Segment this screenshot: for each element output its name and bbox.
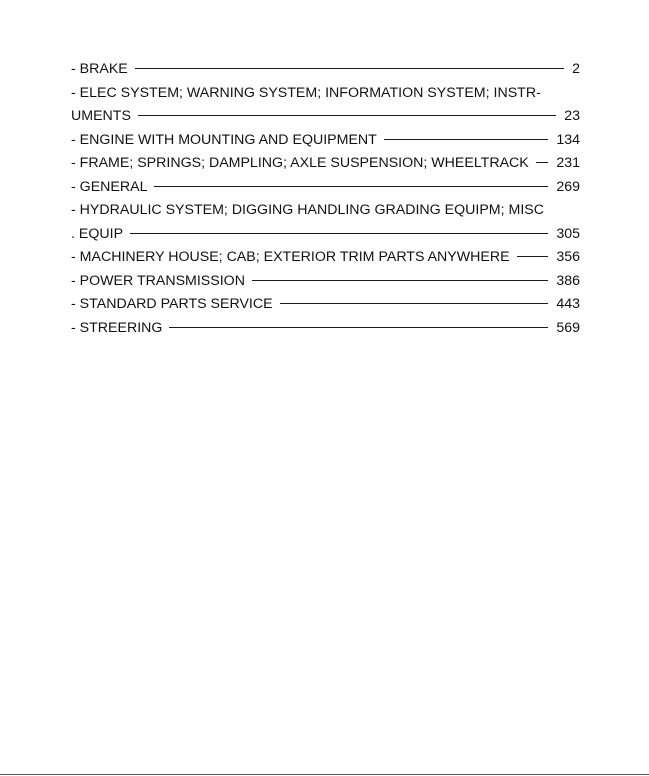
- toc-page-number: 356: [556, 249, 580, 265]
- toc-leader-line: [130, 233, 548, 234]
- toc-leader-line: [384, 139, 549, 140]
- toc-entry-title: - BRAKE: [71, 61, 128, 77]
- toc-leader-line: [280, 303, 549, 304]
- toc-entry-title: - FRAME; SPRINGS; DAMPLING; AXLE SUSPENSION; WHEELTRACK: [71, 155, 529, 171]
- toc-page-number: 231: [556, 155, 580, 171]
- toc-page-number: 2: [572, 61, 580, 77]
- toc-entry-power-transmission[interactable]: [71, 270, 580, 294]
- toc-entry-title: - POWER TRANSMISSION: [71, 272, 245, 289]
- toc-entry-title-line1: - HYDRAULIC SYSTEM; DIGGING HANDLING GRADING EQUIPM; MISC: [71, 202, 544, 218]
- toc-entry-brake[interactable]: [71, 58, 580, 82]
- toc-entry-title: . EQUIP: [71, 225, 124, 242]
- toc-entry-title: - ENGINE WITH MOUNTING AND EQUIPMENT: [71, 131, 377, 148]
- toc-entry-general[interactable]: [71, 176, 580, 200]
- toc-entry-standard-parts-service[interactable]: [71, 293, 580, 317]
- toc-entry-elec-system[interactable]: [71, 82, 580, 129]
- toc-entry-engine[interactable]: [71, 129, 580, 153]
- toc-page-number: 23: [564, 108, 580, 124]
- toc-entry-frame[interactable]: [71, 152, 580, 176]
- toc-page-number: 443: [556, 296, 580, 312]
- toc-entry-hydraulic-system[interactable]: [71, 199, 580, 246]
- table-of-contents: [71, 58, 580, 340]
- toc-entry-title: UMENTS: [71, 108, 131, 124]
- toc-entry-title: - STREERING: [71, 319, 163, 336]
- toc-page-number: 134: [556, 131, 580, 148]
- toc-entry-title-line1: - ELEC SYSTEM; WARNING SYSTEM; INFORMATION SYSTEM; INSTR-: [71, 84, 541, 101]
- toc-leader-line: [135, 68, 564, 69]
- toc-leader-line: [169, 327, 548, 328]
- toc-leader-line: [517, 256, 549, 257]
- toc-leader-line: [138, 115, 556, 116]
- toc-page-number: 569: [556, 319, 580, 336]
- toc-entry-title: - MACHINERY HOUSE; CAB; EXTERIOR TRIM PARTS ANYWHERE: [71, 249, 510, 265]
- toc-page-number: 386: [556, 272, 580, 289]
- toc-entry-streering[interactable]: [71, 317, 580, 341]
- toc-page-number: 305: [556, 225, 580, 242]
- toc-entry-title: - GENERAL: [71, 178, 148, 195]
- toc-leader-line: [536, 162, 549, 163]
- toc-page-number: 269: [556, 178, 580, 195]
- toc-leader-line: [154, 186, 548, 187]
- toc-leader-line: [252, 280, 548, 281]
- page-bottom-divider: [0, 774, 649, 775]
- toc-entry-machinery-house[interactable]: [71, 246, 580, 270]
- toc-entry-title: - STANDARD PARTS SERVICE: [71, 296, 273, 312]
